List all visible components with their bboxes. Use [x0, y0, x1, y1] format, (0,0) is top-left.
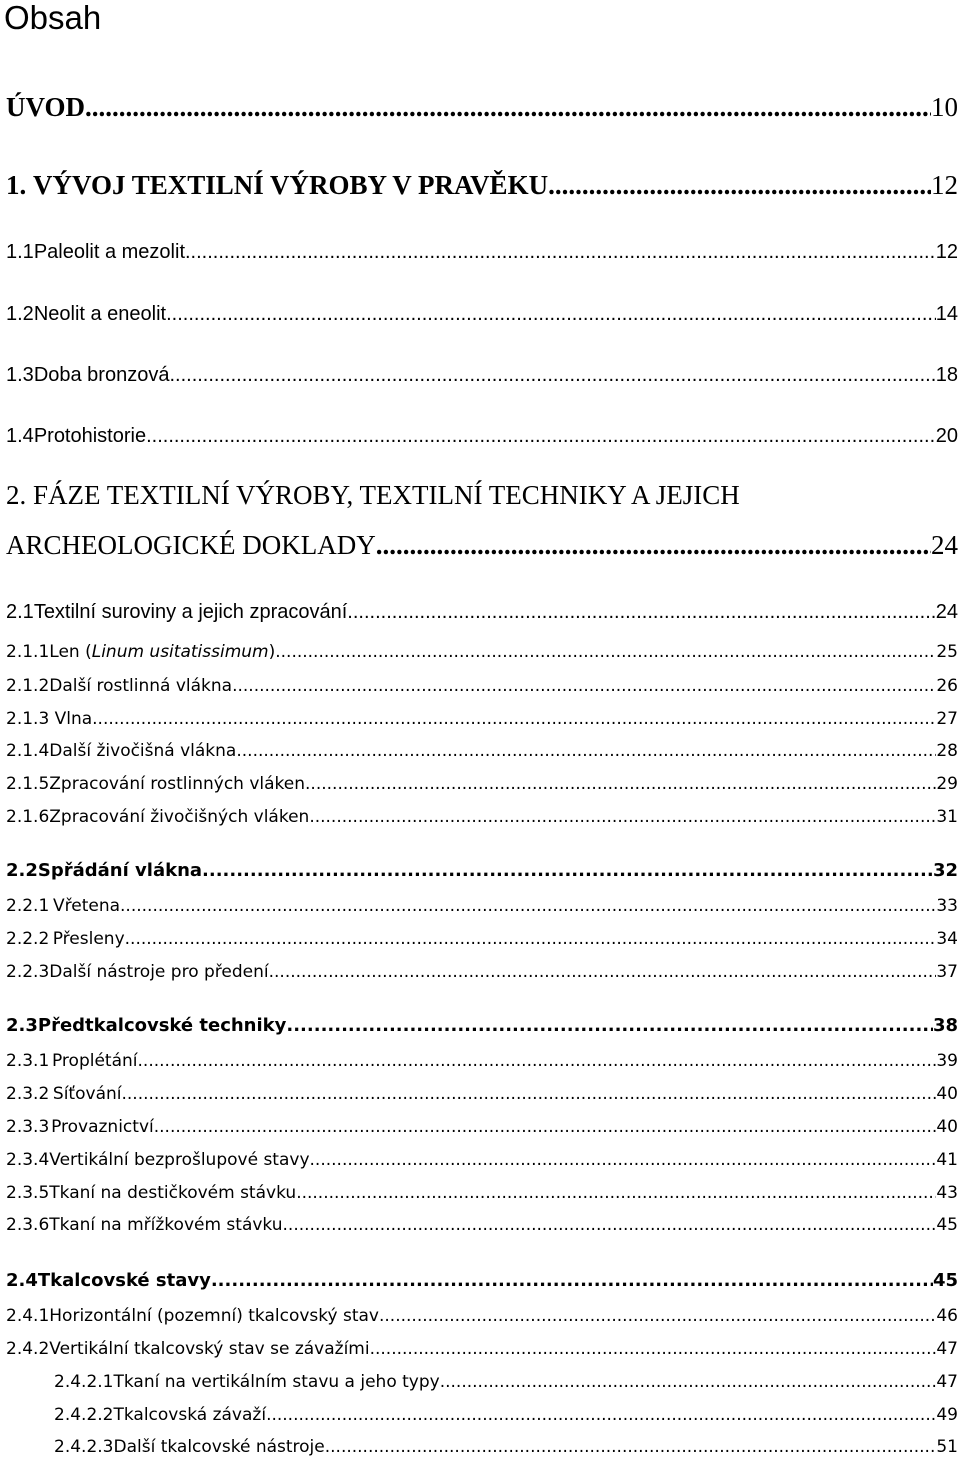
toc-entry-title: Vertikální tkalcovský stav se závažími [49, 1339, 370, 1359]
toc-entry-title: Len (Linum usitatissimum) [49, 642, 276, 662]
toc-leader-dots [376, 528, 931, 562]
toc-entry-title: Síťování [52, 1084, 122, 1104]
toc-entry-title: Tkaní na destičkovém stávku [49, 1183, 297, 1203]
toc-entry-title: Provaznictví [51, 1117, 154, 1137]
toc-entry-page: 14 [935, 303, 958, 325]
toc-entry-number: 2.4.2 [6, 1339, 50, 1359]
toc-entry-chapter-2-cont[interactable] [6, 528, 958, 562]
toc-entry-page: 37 [936, 962, 958, 982]
toc-leader-dots [305, 772, 936, 796]
toc-leader-dots [146, 422, 936, 450]
toc-entry-2-3-1[interactable] [6, 1039, 958, 1073]
toc-entry-title: Horizontální (pozemní) tkalcovský stav [49, 1306, 379, 1326]
toc-leader-dots [325, 1435, 937, 1459]
toc-entry-title: Předtkalcovské techniky [37, 1015, 287, 1036]
toc-entry-title: Textilní suroviny a jejich zpracování [33, 601, 348, 623]
toc-entry-title: Tkalcovská závaží [113, 1405, 267, 1425]
toc-entry-uvod[interactable] [6, 90, 958, 124]
toc-leader-dots [266, 1403, 936, 1427]
toc-entry-number: 2.2.2 [6, 929, 50, 949]
toc-entry-number: 2.1.2 [6, 676, 50, 696]
toc-leader-dots [275, 640, 936, 664]
toc-entry-number: 2.3.1 [6, 1051, 50, 1071]
toc-entry-number: 1.1 [6, 241, 34, 263]
toc-entry-title: Vertikální bezprošlupové stavy [49, 1150, 310, 1170]
toc-leader-dots [185, 238, 936, 266]
toc-entry-page: 46 [936, 1306, 958, 1326]
toc-leader-dots [125, 927, 937, 951]
toc-entry-number: 2.2 [6, 860, 38, 881]
toc-leader-dots [120, 894, 936, 918]
toc-entry-title: Vlna [54, 709, 93, 729]
toc-entry-number: 2.4 [6, 1270, 38, 1291]
toc-entry-number: 2.2.3 [6, 962, 50, 982]
toc-entry-2-2[interactable] [6, 850, 958, 884]
toc-entry-page: 12 [931, 170, 958, 200]
toc-entry-title: Vřetena [53, 896, 121, 916]
toc-entry-2-1-5[interactable] [6, 762, 958, 796]
toc-leader-dots [121, 1082, 936, 1106]
toc-entry-page: 28 [936, 741, 958, 761]
toc-entry-number: 1.4 [6, 425, 34, 447]
toc-entry-page: 49 [936, 1405, 958, 1425]
toc-leader-dots [309, 805, 936, 829]
toc-entry-2-3-4[interactable] [6, 1138, 958, 1172]
toc-entry-2-4-1[interactable] [6, 1294, 958, 1328]
toc-entry-title: Další živočišná vlákna [49, 741, 237, 761]
toc-leader-dots [166, 300, 936, 328]
toc-entry-number: 2.2.1 [6, 896, 50, 916]
toc-entry-number: 2.3.5 [6, 1183, 50, 1203]
toc-entry-page: 40 [936, 1117, 958, 1137]
toc-entry-number: 2.1 [6, 601, 34, 623]
toc-entry-1-4[interactable] [6, 416, 958, 450]
toc-entry-2-4-2-2[interactable] [6, 1393, 958, 1427]
toc-entry-title: Doba bronzová [33, 364, 170, 386]
toc-entry-page: 39 [936, 1051, 958, 1071]
toc-entry-page: 24 [935, 601, 958, 623]
toc-entry-title: Paleolit a mezolit [33, 241, 185, 263]
toc-entry-2-3[interactable] [6, 1005, 958, 1039]
toc-entry-2-3-6[interactable] [6, 1203, 958, 1237]
toc-leader-dots [154, 1115, 937, 1139]
toc-entry-page: 47 [936, 1372, 958, 1392]
toc-entry-number: 1.2 [6, 303, 34, 325]
toc-entry-2-2-1[interactable] [6, 884, 958, 918]
toc-entry-page: 18 [935, 364, 958, 386]
toc-entry-number: 2.4.2.2 [54, 1405, 114, 1425]
toc-entry-number: 2.1.3 [6, 709, 50, 729]
toc-entry-title: Tkaní na vertikálním stavu a jeho typy [113, 1372, 440, 1392]
toc-leader-dots [236, 739, 936, 763]
toc-entry-2-1[interactable] [6, 592, 958, 626]
toc-entry-number: 2.3.2 [6, 1084, 50, 1104]
toc-entry-title: FÁZE TEXTILNÍ VÝROBY, TEXTILNÍ TECHNIKY A JEJICH [33, 480, 740, 510]
toc-entry-title: Další rostlinná vlákna [49, 676, 233, 696]
toc-entry-title: ARCHEOLOGICKÉ DOKLADY [6, 530, 376, 560]
toc-entry-title: Tkaní na mřížkovém stávku [49, 1215, 283, 1235]
toc-entry-page: 32 [932, 860, 958, 881]
toc-entry-title: Spřádání vlákna [37, 860, 203, 881]
toc-entry-chapter-1[interactable] [6, 168, 958, 202]
toc-entry-2-4-2-1[interactable] [6, 1360, 958, 1394]
toc-entry-2-1-2[interactable] [6, 664, 958, 698]
toc-leader-dots [232, 674, 936, 698]
toc-entry-2-1-6[interactable] [6, 795, 958, 829]
toc-entry-page: 20 [935, 425, 958, 447]
toc-entry-title: Tkalcovské stavy [37, 1270, 211, 1291]
toc-entry-number: 2. [6, 480, 27, 510]
toc-entry-page: 31 [936, 807, 958, 827]
toc-entry-page: 26 [936, 676, 958, 696]
toc-entry-page: 40 [936, 1084, 958, 1104]
toc-entry-2-2-3[interactable] [6, 950, 958, 984]
toc-entry-2-3-2[interactable] [6, 1072, 958, 1106]
toc-leader-dots [211, 1268, 933, 1294]
toc-leader-dots [92, 707, 936, 731]
toc-entry-2-1-1[interactable] [6, 630, 958, 664]
toc-entry-page: 45 [932, 1270, 958, 1291]
toc-entry-2-1-3[interactable] [6, 697, 958, 731]
toc-entry-number: 1.3 [6, 364, 34, 386]
toc-entry-2-1-4[interactable] [6, 729, 958, 763]
toc-entry-number: 2.3.3 [6, 1117, 50, 1137]
toc-entry-number: 2.1.5 [6, 774, 50, 794]
toc-entry-page: 45 [936, 1215, 958, 1235]
toc-entry-2-3-5[interactable] [6, 1171, 958, 1205]
toc-entry-1-2[interactable] [6, 294, 958, 328]
toc-entry-number: 2.1.1 [6, 642, 50, 662]
toc-entry-2-3-3[interactable] [6, 1105, 958, 1139]
toc-entry-page: 33 [936, 896, 958, 916]
toc-leader-dots [347, 598, 935, 626]
toc-leader-dots [269, 960, 937, 984]
toc-entry-1-1[interactable] [6, 232, 958, 266]
page-title: Obsah [4, 0, 102, 36]
toc-entry-number: 2.3.6 [6, 1215, 50, 1235]
toc-entry-page: 24 [931, 530, 958, 560]
toc-leader-dots [202, 858, 933, 884]
toc-entry-number: 2.3.4 [6, 1150, 50, 1170]
toc-entry-page: 34 [936, 929, 958, 949]
toc-entry-2-4-2-3[interactable] [6, 1425, 958, 1459]
toc-entry-1-3[interactable] [6, 355, 958, 389]
toc-entry-title: Další nástroje pro předení [49, 962, 269, 982]
toc-entry-page: 41 [936, 1150, 958, 1170]
toc-entry-number: 2.1.6 [6, 807, 50, 827]
toc-entry-page: 10 [931, 92, 958, 122]
toc-entry-title: Protohistorie [33, 425, 147, 447]
toc-entry-title: Zpracování rostlinných vláken [49, 774, 306, 794]
toc-leader-dots [440, 1370, 937, 1394]
toc-leader-dots [85, 90, 931, 124]
toc-entry-title: Proplétání [51, 1051, 138, 1071]
toc-leader-dots [296, 1181, 936, 1205]
toc-entry-2-4[interactable] [6, 1260, 958, 1294]
toc-entry-number: 2.4.1 [6, 1306, 50, 1326]
toc-leader-dots [283, 1213, 937, 1237]
toc-entry-page: 38 [932, 1015, 958, 1036]
toc-entry-number: 2.1.4 [6, 741, 50, 761]
toc-entry-page: 51 [936, 1437, 958, 1457]
toc-entry-chapter-2[interactable] [6, 478, 958, 512]
toc-entry-title: Zpracování živočišných vláken [49, 807, 310, 827]
toc-entry-page: 12 [935, 241, 958, 263]
toc-entry-number: 2.3 [6, 1015, 38, 1036]
toc-entry-page: 25 [936, 642, 958, 662]
toc-leader-dots [169, 361, 935, 389]
toc-leader-dots [370, 1337, 937, 1361]
toc-entry-title: Další tkalcovské nástroje [113, 1437, 325, 1457]
toc-leader-dots [310, 1148, 937, 1172]
toc-entry-title: VÝVOJ TEXTILNÍ VÝROBY V PRAVĚKU [33, 170, 549, 200]
toc-entry-2-4-2[interactable] [6, 1327, 958, 1361]
toc-leader-dots [138, 1049, 937, 1073]
toc-entry-number: 2.4.2.3 [54, 1437, 114, 1457]
toc-leader-dots [379, 1304, 936, 1328]
toc-leader-dots [286, 1013, 933, 1039]
toc-entry-page: 27 [936, 709, 958, 729]
toc-entry-number: 2.4.2.1 [54, 1372, 114, 1392]
toc-entry-title: ÚVOD [6, 92, 85, 122]
toc-entry-page: 43 [936, 1183, 958, 1203]
toc-entry-title: Přesleny [52, 929, 125, 949]
toc-entry-2-2-2[interactable] [6, 917, 958, 951]
toc-entry-number: 1. [6, 170, 27, 200]
toc-entry-page: 29 [936, 774, 958, 794]
toc-entry-title: Neolit a eneolit [33, 303, 167, 325]
toc-leader-dots [548, 168, 931, 202]
toc-entry-page: 47 [936, 1339, 958, 1359]
